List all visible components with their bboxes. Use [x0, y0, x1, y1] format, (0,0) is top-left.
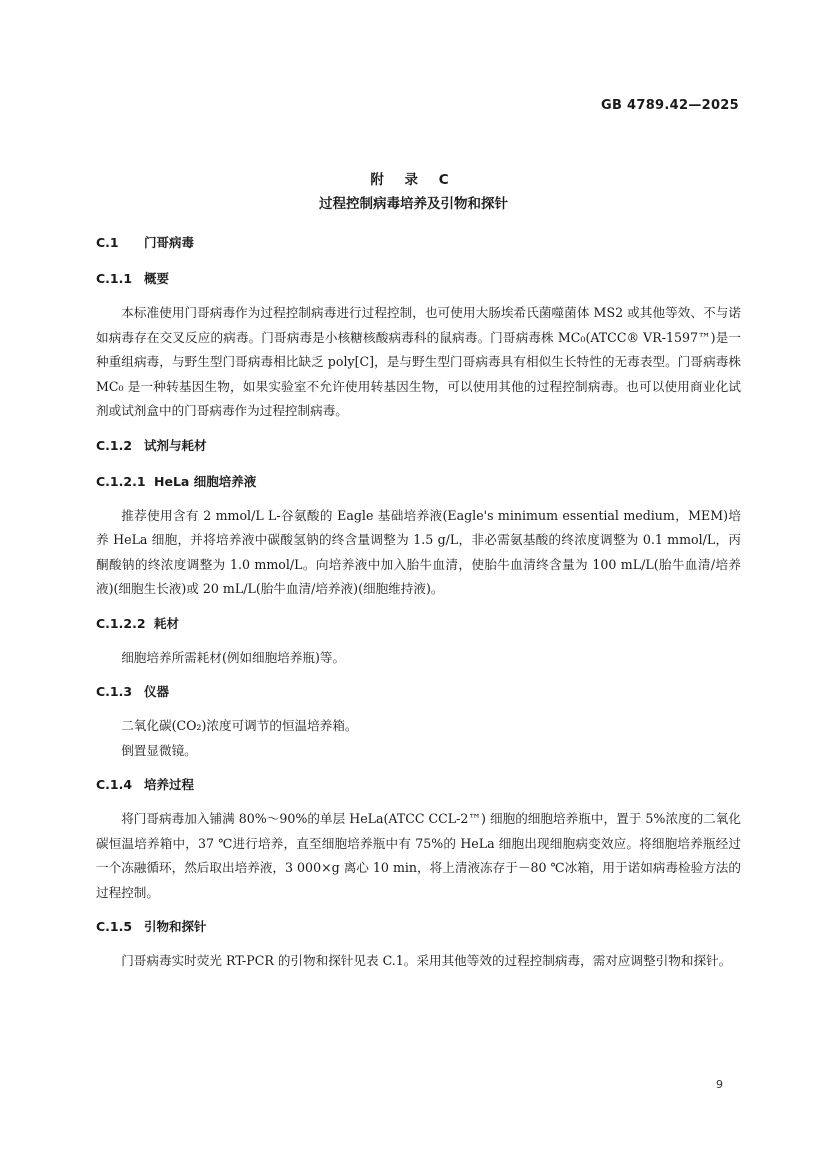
standard-number: GB 4789.42—2025: [601, 98, 739, 113]
section-number: C.1.5: [96, 919, 133, 934]
section-title: HeLa 细胞培养液: [154, 473, 257, 489]
section-title: 门哥病毒: [144, 235, 195, 250]
appendix-title: 过程控制病毒培养及引物和探针: [319, 196, 508, 212]
section-heading-c122: [96, 613, 741, 635]
paragraph-microscope: 倒置显微镜。: [121, 742, 197, 758]
section-title: 试剂与耗材: [144, 437, 207, 453]
page-number: 9: [716, 1078, 723, 1091]
paragraph-primers-probes: 门哥病毒实时荧光 RT-PCR 的引物和探针见表 C.1。采用其他等效的过程控制病毒，需对应调整引物和探针。: [121, 953, 732, 968]
paragraph-consumables: 细胞培养所需耗材(例如细胞培养瓶)等。: [121, 649, 346, 665]
section-title: 概要: [144, 271, 170, 286]
document-body: [96, 232, 741, 974]
paragraph-culture-process: 将门哥病毒加入铺满 80%～90%的单层 HeLa(ATCC CCL-2™) 细胞的细胞培养瓶中，置于 5%浓度的二氧化碳恒温培养箱中，37 ℃进行培养，直至细胞培养瓶中有 75%的 HeLa 细胞出现细胞病变效应。将细胞培养瓶经过一个冻融循环，然后取出培养液，3 000×g 离心 10 min，将上清液冻存于－80 ℃冰箱，用于诺如病毒检验方法的过程控制。: [96, 811, 741, 900]
section-number: C.1.1: [96, 271, 133, 286]
section-heading-c121: [96, 471, 741, 493]
appendix-heading: [0, 168, 827, 216]
section-number: C.1.2: [96, 437, 133, 453]
section-heading-c1: [96, 232, 741, 254]
appendix-label: 附 录 C: [370, 172, 457, 188]
section-heading-c15: [96, 916, 741, 938]
section-number: C.1.2.1: [96, 473, 146, 489]
paragraph-overview: 本标准使用门哥病毒作为过程控制病毒进行过程控制，也可使用大肠埃希氏菌噬菌体 MS2 或其他等效、不与诺如病毒存在交叉反应的病毒。门哥病毒是小核糖核酸病毒科的鼠病毒。门哥病毒株 MC₀(ATCC® VR-1597™)是一种重组病毒，与野生型门哥病毒相比缺乏 poly[C]，是与野生型门哥病毒具有相似生长特性的无毒表型。门哥病毒株 MC₀ 是一种转基因生物，如果实验室不允许使用转基因生物，可以使用其他的过程控制病毒。也可以使用商业化试剂或试剂盒中的门哥病毒作为过程控制病毒。: [96, 305, 741, 418]
paragraph-incubator: 二氧化碳(CO₂)浓度可调节的恒温培养箱。: [121, 718, 358, 733]
section-heading-c11: [96, 268, 741, 290]
section-number: C.1: [96, 235, 119, 250]
section-number: C.1.2.2: [96, 615, 146, 631]
section-heading-c12: [96, 435, 741, 457]
section-number: C.1.4: [96, 777, 133, 792]
section-number: C.1.3: [96, 684, 133, 699]
section-title: 耗材: [154, 615, 180, 631]
paragraph-hela-medium: 推荐使用含有 2 mmol/L L-谷氨酸的 Eagle 基础培养液(Eagle's minimum essential medium，MEM)培养 HeLa 细胞，并将培养液中碳酸氢钠的终含量调整为 1.5 g/L，非必需氨基酸的终浓度调整为 0.1 mmol/L，丙酮酸钠的终浓度调整为 1.0 mmol/L。向培养液中加入胎牛血清，使胎牛血清终含量为 100 mL/L(胎牛血清/培养液)(细胞生长液)或 20 mL/L(胎牛血清/培养液)(细胞维持液)。: [96, 507, 741, 596]
section-title: 仪器: [144, 684, 170, 699]
section-heading-c14: [96, 774, 741, 796]
section-title: 引物和探针: [144, 919, 207, 934]
section-title: 培养过程: [144, 777, 195, 792]
section-heading-c13: [96, 681, 741, 703]
